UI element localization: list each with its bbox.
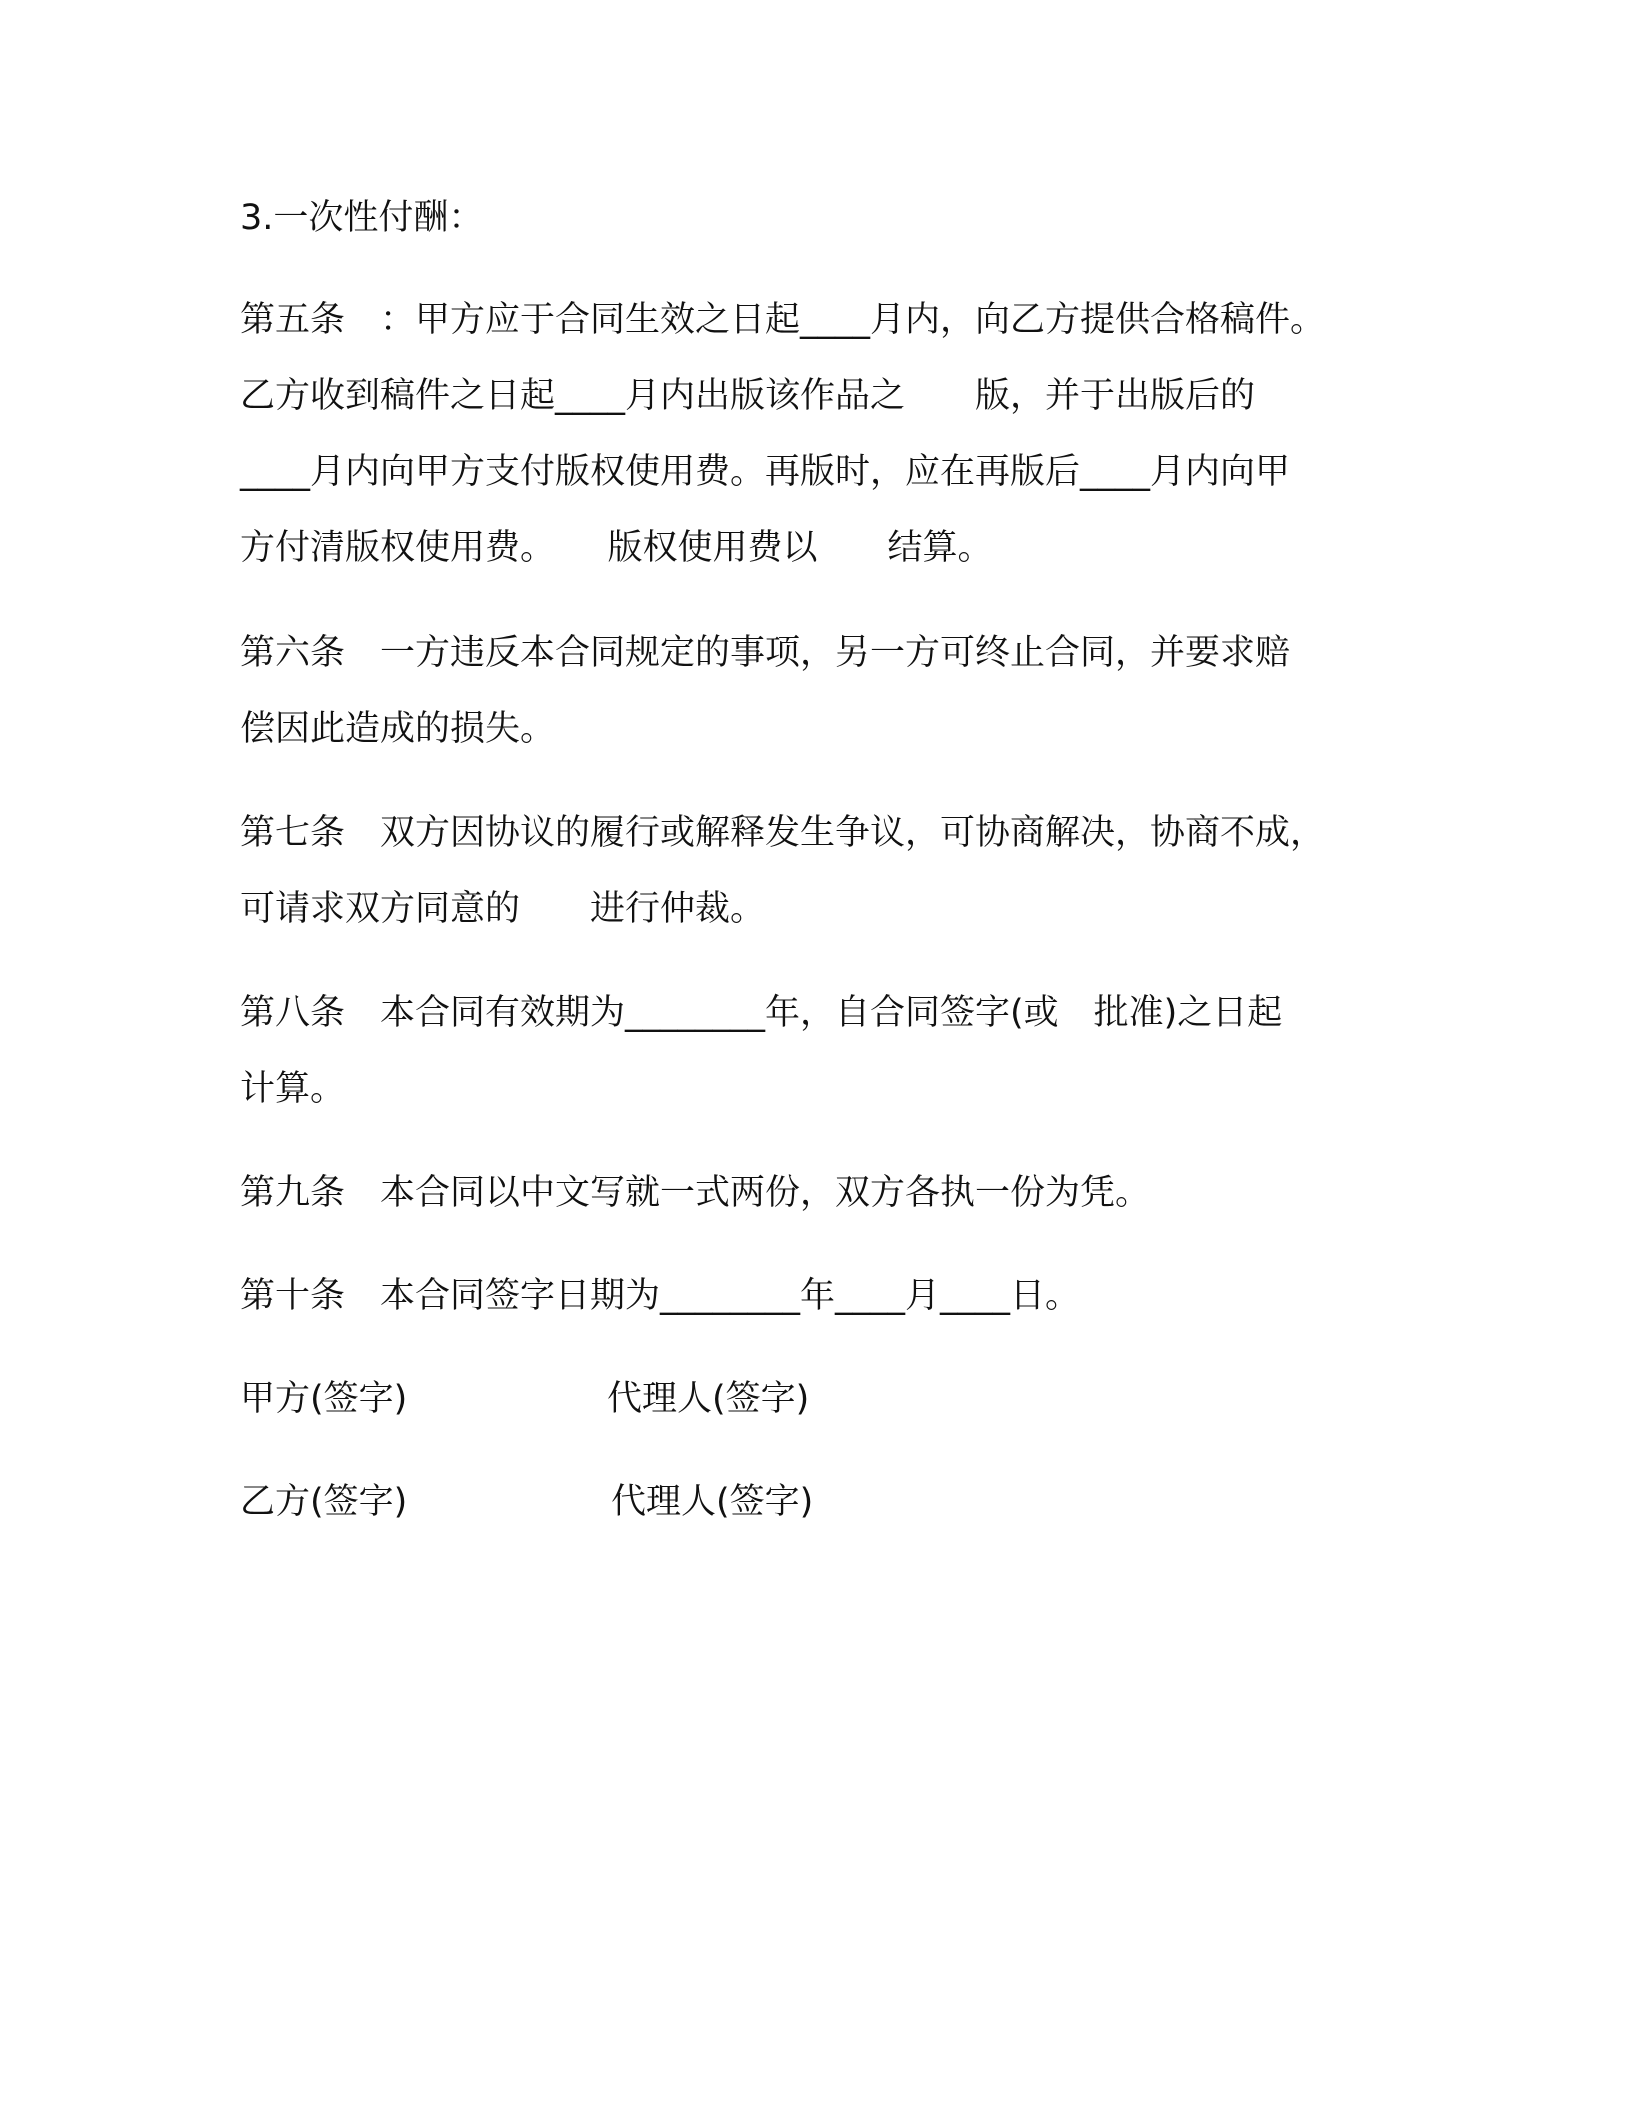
article-6-line-1: 第六条 一方违反本合同规定的事项，另一方可终止合同，并要求赔 — [240, 633, 1291, 673]
article-8-line-1: 第八条 本合同有效期为________年，自合同签字(或 批准)之日起 — [240, 993, 1283, 1033]
article-9-line-1: 第九条 本合同以中文写就一式两份，双方各执一份为凭。 — [240, 1173, 1151, 1213]
section-heading: 3.一次性付酬： — [240, 198, 484, 238]
article-10-line-1: 第十条 本合同签字日期为________年____月____日。 — [240, 1276, 1081, 1316]
article-7-line-1: 第七条 双方因协议的履行或解释发生争议，可协商解决，协商不成， — [240, 813, 1326, 853]
article-5-line-4: 方付清版权使用费。 版权使用费以 结算。 — [240, 528, 993, 568]
party-a-agent-signature-label: 代理人(签字) — [607, 1379, 810, 1419]
article-5-line-1: 第五条 ：甲方应于合同生效之日起____月内，向乙方提供合格稿件。 — [240, 300, 1326, 340]
party-b-agent-signature-label: 代理人(签字) — [611, 1482, 814, 1522]
article-7-line-2: 可请求双方同意的 进行仲裁。 — [240, 889, 766, 929]
article-5-line-2: 乙方收到稿件之日起____月内出版该作品之 版，并于出版后的 — [240, 376, 1256, 416]
article-5-line-3: ____月内向甲方支付版权使用费。再版时，应在再版后____月内向甲 — [240, 452, 1291, 492]
party-b-signature-label: 乙方(签字) — [240, 1482, 408, 1522]
article-6-line-2: 偿因此造成的损失。 — [240, 709, 556, 749]
article-8-line-2: 计算。 — [240, 1069, 346, 1109]
party-a-signature-label: 甲方(签字) — [240, 1379, 408, 1419]
